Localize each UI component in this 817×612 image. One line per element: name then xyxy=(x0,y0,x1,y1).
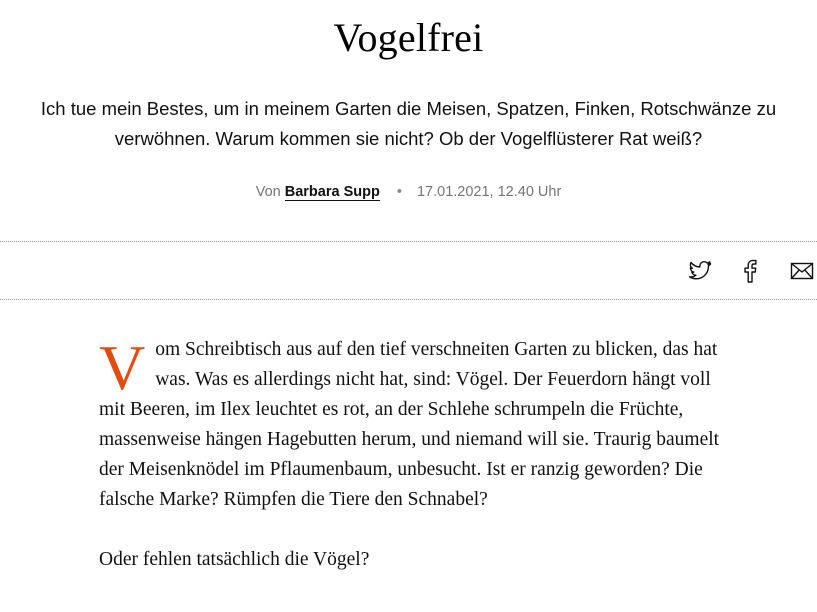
article-title: Vogelfrei xyxy=(333,15,484,60)
mail-icon xyxy=(790,262,814,280)
article-lead: Ich tue mein Bestes, um in meinem Garten die Meisen, Spatzen, Finken, Rotschwänze zu verwöhnen. Warum kommen sie nicht? Ob der Vogelflüsterer Rat weiß? xyxy=(40,98,777,149)
twitter-icon xyxy=(688,261,712,281)
article-body xyxy=(99,332,721,575)
divider-bottom xyxy=(0,299,817,300)
share-twitter-button[interactable] xyxy=(686,257,714,285)
drop-cap: V xyxy=(99,332,146,403)
paragraph-second: Oder fehlen tatsächlich die Vögel? xyxy=(99,549,370,570)
divider-top xyxy=(0,241,817,242)
share-mail-button[interactable] xyxy=(788,257,816,285)
paragraph-first-text: om Schreibtisch aus auf den tief verschneiten Garten zu blicken, das hat was. Was es allerdings nicht hat, sind: Vögel. Der Feuerdorn hängt voll mit Beeren, im Ilex leuchtet es rot, an der Schlehe schrumpeln die Früchte, massenweise hängen Hagebutten herum, und niemand will sie. Traurig baumelt der Meisenknödel im Pflaumenbaum, unbesucht. Ist er ranzig geworden? Die falsche Marke? Rümpfen die Tiere den Schnabel? xyxy=(99,339,720,510)
byline-prefix: Von xyxy=(255,184,281,200)
byline xyxy=(0,181,817,203)
author-link[interactable]: Barbara Supp xyxy=(284,184,380,200)
byline-separator: • xyxy=(396,184,402,200)
paragraph-first xyxy=(99,332,721,515)
publish-date: 17.01.2021, 12.40 Uhr xyxy=(416,184,562,200)
facebook-icon xyxy=(743,259,757,283)
share-facebook-button[interactable] xyxy=(736,257,764,285)
